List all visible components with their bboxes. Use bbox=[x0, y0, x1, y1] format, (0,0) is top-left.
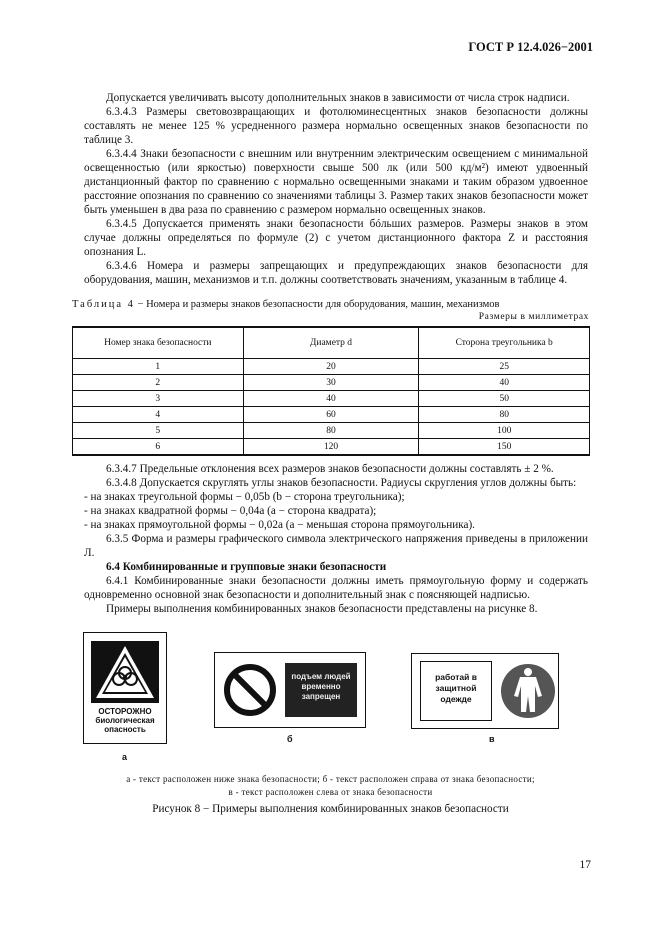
table-caption bbox=[72, 299, 592, 310]
figure-note-line: в - текст расположен слева от знака безопасности bbox=[228, 787, 433, 797]
figure-label-b: б bbox=[287, 734, 293, 744]
table-row bbox=[73, 439, 590, 456]
protective-suit-icon bbox=[500, 662, 556, 720]
table-row bbox=[73, 423, 590, 439]
figure-title: Рисунок 8 − Примеры выполнения комбинированных знаков безопасности bbox=[152, 803, 509, 815]
table-cell: 2 bbox=[73, 375, 244, 391]
table-cell: 80 bbox=[243, 423, 419, 439]
table-row bbox=[73, 375, 590, 391]
text-block-top bbox=[84, 91, 588, 287]
paragraph: Допускается увеличивать высоту дополнительных знаков в зависимости от числа строк надписи. bbox=[106, 92, 570, 104]
table-cell: 60 bbox=[243, 407, 419, 423]
list-item: - на знаках прямоугольной формы − 0,02a (a − меньшая сторона прямоугольника). bbox=[84, 519, 475, 531]
table-cell: 3 bbox=[73, 391, 244, 407]
table-cell: 150 bbox=[419, 439, 590, 456]
biohazard-icon bbox=[91, 641, 159, 703]
table-cell: 80 bbox=[419, 407, 590, 423]
table-cell: 5 bbox=[73, 423, 244, 439]
sign-sizes-table bbox=[72, 326, 590, 456]
table-cell: 1 bbox=[73, 359, 244, 375]
table-header-cell: Номер знака безопасности bbox=[73, 327, 244, 359]
table-caption-text: − Номера и размеры знаков безопасности для оборудования, машин, механизмов bbox=[134, 299, 500, 310]
table-row bbox=[73, 407, 590, 423]
table-header-cell: Диаметр d bbox=[243, 327, 419, 359]
table-cell: 120 bbox=[243, 439, 419, 456]
paragraph: Примеры выполнения комбинированных знаков безопасности представлены на рисунке 8. bbox=[106, 603, 538, 615]
table-units: Размеры в миллиметрах bbox=[478, 312, 589, 322]
figure-notes bbox=[60, 773, 601, 799]
paragraph: 6.3.4.3 Размеры световозвращающих и фотолюминесцентных знаков безопасности должны составлять не менее 125 % усредненного размера нормально освещенных знаков безопасности по таблице 3. bbox=[84, 106, 588, 146]
prohibition-sign-text: подъем людей временно запрещен bbox=[285, 663, 357, 717]
prohibition-icon bbox=[223, 663, 277, 717]
list-item: - на знаках треугольной формы − 0,05b (b − сторона треугольника); bbox=[84, 491, 405, 503]
figure-label-a: а bbox=[122, 752, 128, 762]
table-cell: 100 bbox=[419, 423, 590, 439]
list-item: - на знаках квадратной формы − 0,04a (a − сторона квадрата); bbox=[84, 505, 377, 517]
table-cell: 4 bbox=[73, 407, 244, 423]
paragraph: 6.3.4.4 Знаки безопасности с внешним или внутренним электрическим освещением с минимальной освещенностью (или яркостью) поверхности свыше 500 лк (или 500 кд/м²) имеют удвоенный дистанционный фактор по сравнению с нормально освещенными знаками и таким образом удвоенное расстояние опознания по сравнению со значениями таблицы 3. Размер таких знаков безопасности может быть уменьшен в два раза по сравнению с размером нормально освещенных знаков. bbox=[84, 148, 588, 216]
text-block-bottom bbox=[84, 462, 588, 616]
paragraph: 6.3.4.6 Номера и размеры запрещающих и предупреждающих знаков безопасности для оборудования, машин, механизмов и т.п. должны соответствовать значениям, указанным в таблице 4. bbox=[84, 260, 588, 286]
protective-clothing-sign-text: работай в защитной одежде bbox=[420, 661, 492, 721]
table-cell: 6 bbox=[73, 439, 244, 456]
paragraph: 6.3.4.8 Допускается скруглять углы знаков безопасности. Радиусы скругления углов должны быть: bbox=[106, 477, 577, 489]
table-cell: 30 bbox=[243, 375, 419, 391]
paragraph: 6.3.4.5 Допускается применять знаки безопасности бóльших размеров. Размеры знаков в этом случае должны определяться по формуле (2) с учетом дистанционного фактора Z и расстояния опознания L. bbox=[84, 218, 588, 258]
section-heading: 6.4 Комбинированные и групповые знаки безопасности bbox=[106, 561, 387, 573]
biohazard-sign bbox=[83, 632, 167, 744]
figure-label-v: в bbox=[489, 734, 495, 744]
figure-note-line: а - текст расположен ниже знака безопасности; б - текст расположен справа от знака безопасности; bbox=[126, 774, 535, 784]
paragraph: 6.3.5 Форма и размеры графического символа электрического напряжения приведены в приложении Л. bbox=[84, 533, 588, 559]
paragraph: 6.3.4.7 Предельные отклонения всех размеров знаков безопасности должны составлять ± 2 %. bbox=[106, 463, 554, 475]
table-header-cell: Сторона треугольника b bbox=[419, 327, 590, 359]
table-cell: 50 bbox=[419, 391, 590, 407]
biohazard-sign-text: ОСТОРОЖНО биологическая опасность bbox=[95, 707, 155, 734]
table-cell: 25 bbox=[419, 359, 590, 375]
table-caption-label: Таблица 4 bbox=[72, 299, 135, 310]
protective-clothing-sign bbox=[411, 653, 559, 729]
paragraph: 6.4.1 Комбинированные знаки безопасности должны иметь прямоугольную форму и содержать одновременно основной знак безопасности и дополнительный знак с поясняющей надписью. bbox=[84, 575, 588, 601]
document-header: ГОСТ Р 12.4.026−2001 bbox=[468, 40, 593, 54]
table-row bbox=[73, 359, 590, 375]
prohibition-sign bbox=[214, 652, 366, 728]
table-cell: 40 bbox=[243, 391, 419, 407]
page-number: 17 bbox=[579, 859, 591, 871]
biohazard-panel bbox=[91, 641, 159, 703]
table-row bbox=[73, 391, 590, 407]
table-header-row bbox=[73, 327, 590, 359]
table-cell: 20 bbox=[243, 359, 419, 375]
table-cell: 40 bbox=[419, 375, 590, 391]
